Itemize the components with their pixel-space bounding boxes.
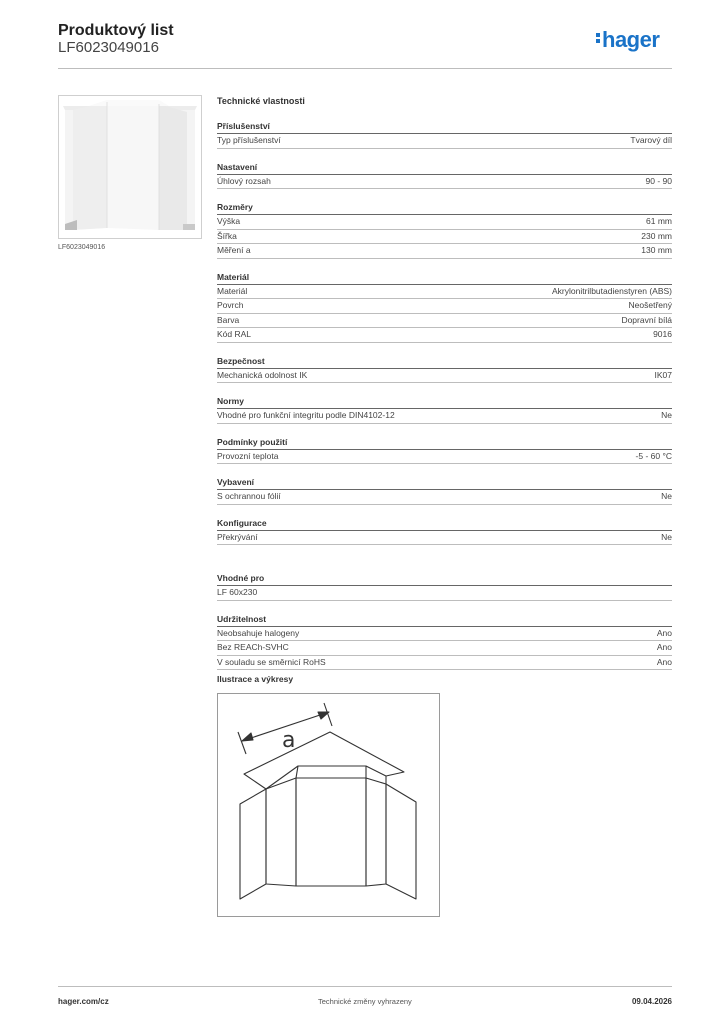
technical-drawing	[217, 693, 440, 917]
spec-group-title: Materiál	[217, 272, 672, 285]
spec-row	[217, 450, 672, 465]
spec-label: Typ příslušenství	[217, 135, 281, 145]
footer-divider	[58, 986, 672, 987]
product-photo-icon	[59, 96, 201, 238]
product-code: LF6023049016	[58, 39, 159, 56]
spec-group	[217, 356, 672, 384]
footer-website: hager.com/cz	[58, 997, 109, 1006]
spec-group-title: Vybavení	[217, 477, 672, 490]
specs-heading: Technické vlastnosti	[217, 96, 305, 106]
header-divider	[58, 68, 672, 69]
spec-row	[217, 369, 672, 384]
spec-row	[217, 328, 672, 343]
spec-group-title: Normy	[217, 396, 672, 409]
spec-value: 130 mm	[641, 245, 672, 255]
spec-group-title: Konfigurace	[217, 518, 672, 531]
spec-row	[217, 285, 672, 300]
spec-group-title: Nastavení	[217, 162, 672, 175]
technical-specifications	[217, 95, 672, 670]
footer-date: 09.04.2026	[631, 997, 672, 1006]
spec-value: 9016	[653, 329, 672, 339]
spec-label: Vhodné pro funkční integritu podle DIN4102-12	[217, 410, 395, 420]
spec-value: Ne	[661, 531, 672, 542]
illustrations-title: Ilustrace a výkresy	[217, 674, 294, 684]
spec-row	[217, 641, 672, 656]
spec-row	[217, 586, 672, 601]
spec-value: Ano	[656, 656, 672, 667]
spec-group	[217, 477, 672, 505]
spec-value: -5 - 60 °C	[635, 450, 672, 461]
spec-group-title: Vhodné pro	[217, 573, 672, 586]
spec-group-title: Rozměry	[217, 202, 672, 215]
spec-group-title: Udržitelnost	[217, 614, 672, 627]
spec-label: Měření a	[217, 245, 251, 255]
spec-label: Bez REACh-SVHC	[217, 642, 289, 652]
spec-row	[217, 627, 672, 642]
spec-label: S ochrannou fólií	[217, 491, 281, 501]
spec-label: Provozní teplota	[217, 450, 279, 461]
spec-value: Ano	[656, 642, 672, 652]
spec-value: 230 mm	[641, 230, 672, 241]
product-photo	[58, 95, 202, 239]
spec-row	[217, 314, 672, 329]
spec-value: 61 mm	[646, 216, 672, 226]
spec-group	[217, 396, 672, 424]
spec-value: Akrylonitrilbutadienstyren (ABS)	[552, 285, 672, 296]
spec-value: Ano	[656, 627, 672, 638]
spec-label: Povrch	[217, 300, 244, 310]
suitable-for-group	[217, 573, 672, 601]
spec-value: Ne	[661, 491, 672, 501]
angle-drawing-icon	[218, 694, 439, 916]
spec-label: Šířka	[217, 230, 237, 241]
spec-value: Ne	[661, 410, 672, 420]
spec-label: Překrývání	[217, 531, 258, 542]
spec-group-title: Příslušenství	[217, 121, 672, 134]
spec-value: Neošetřený	[628, 300, 672, 310]
spec-row	[217, 134, 672, 149]
spec-label: Výška	[217, 216, 241, 226]
spec-label: Materiál	[217, 285, 248, 296]
spec-row	[217, 244, 672, 259]
spec-group-title: Bezpečnost	[217, 356, 672, 369]
logo-text: hager	[602, 27, 660, 52]
spec-value: 90 - 90	[645, 175, 672, 186]
spec-group	[217, 437, 672, 465]
document-title: Produktový list	[58, 22, 174, 39]
spec-group	[217, 202, 672, 259]
dimension-label: a	[282, 728, 296, 753]
spec-row	[217, 230, 672, 245]
footer-note: Technické změny vyhrazeny	[318, 997, 412, 1006]
spec-group	[217, 162, 672, 190]
spec-group-title: Podmínky použití	[217, 437, 672, 450]
spec-group	[217, 121, 672, 149]
hager-logo	[596, 27, 659, 53]
spec-group	[217, 272, 672, 343]
spec-label: Neobsahuje halogeny	[217, 627, 300, 638]
spec-value: IK07	[654, 369, 672, 380]
spec-label: Barva	[217, 314, 240, 325]
spec-row	[217, 656, 672, 671]
logo-dots-icon	[596, 31, 600, 45]
spec-row	[217, 490, 672, 505]
spec-label: LF 60x230	[217, 587, 258, 597]
photo-caption: LF6023049016	[58, 244, 106, 251]
spec-group	[217, 518, 672, 546]
spec-label: Úhlový rozsah	[217, 175, 271, 186]
spec-label: Mechanická odolnost IK	[217, 369, 308, 380]
sustainability-group	[217, 614, 672, 671]
spec-value: Dopravní bílá	[621, 314, 672, 325]
spec-row	[217, 299, 672, 314]
spec-row	[217, 175, 672, 190]
spec-label: V souladu se směrnicí RoHS	[217, 656, 326, 667]
spec-row	[217, 409, 672, 424]
spec-label: Kód RAL	[217, 329, 252, 339]
spec-value: Tvarový díl	[630, 135, 672, 145]
spec-row	[217, 531, 672, 546]
spec-row	[217, 215, 672, 230]
